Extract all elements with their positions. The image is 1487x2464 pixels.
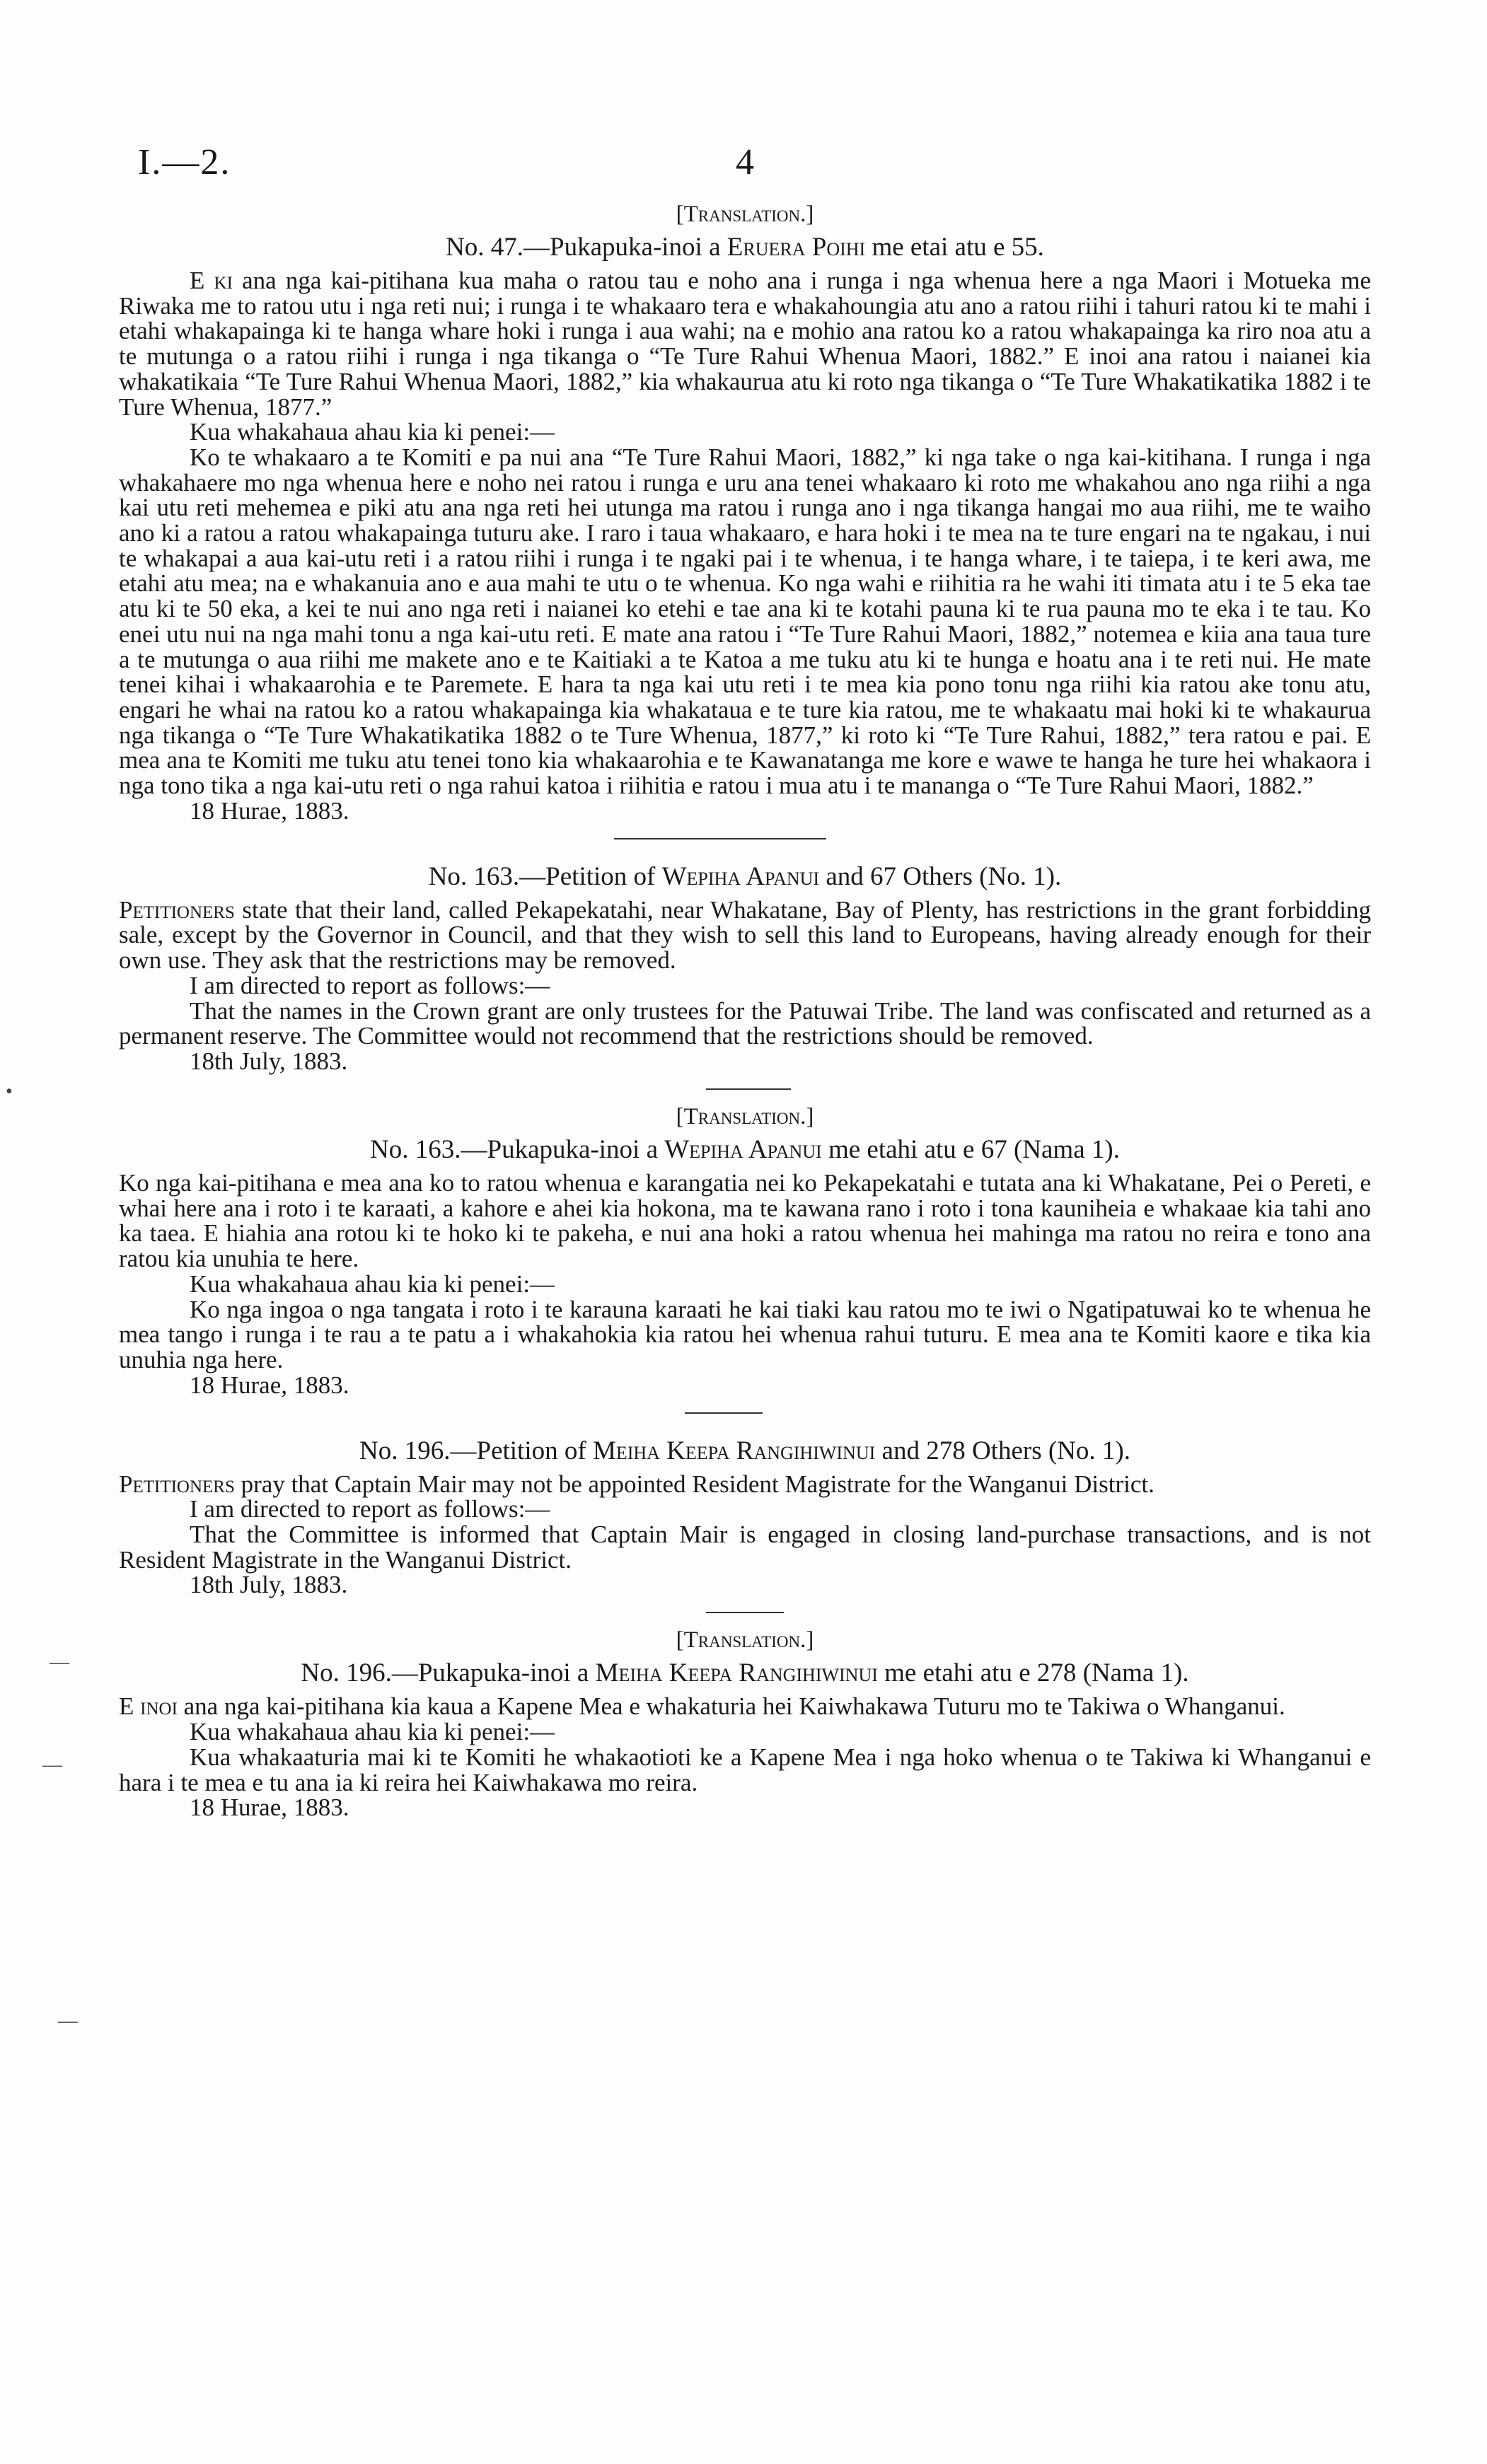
- summary-text: state that their land, called Pekapekatahi, near Whakatane, Bay of Plenty, has restrictions in the grant forbidding sale, except by the Governor in Council, and that they wish to sell this land to Europeans, having already enough for their own use. They ask that the restrictions may be removed.: [119, 895, 1371, 975]
- committee-report: That the names in the Crown grant are only trustees for the Patuwai Tribe. The land was confiscated and returned as a permanent reserve. The Committee would not recommend that the restrictions should be removed.: [119, 996, 1371, 1050]
- petition-heading: [119, 1660, 1371, 1687]
- summary-text: ana nga kai-pitihana kua maha o ratou tau e noho ana i runga i nga whenua here a nga Maori i Motueka me Riwaka me to ratou utu i nga reti nui; i runga i te whakaaro tera e whakahoungia atu ano a ratou riihi i tahuri ratou ki te mahi i etahi whakapainga ki te hanga whare hoki i runga i aua wahi; na e mohio ana ratou ko a ratou whakapainga ka riro noa atu a te mutunga o a ratou riihi i runga i nga tikanga o “Te Ture Rahui Whenua Maori, 1882.” E inoi ana ratou i naianei kia whakatikaia “Te Ture Rahui Whenua Maori, 1882,” kia whakaurua atu ki roto nga tikanga o “Te Ture Whakatikatika 1882 i te Ture Whenua, 1877.”: [119, 267, 1371, 421]
- petitioner-name: Eruera Poihi: [727, 233, 866, 262]
- heading-suffix: and 67 Others (No. 1).: [819, 861, 1062, 891]
- petition-section-163-translation: [119, 1104, 1371, 1414]
- opening-words: E inoi: [119, 1692, 178, 1721]
- margin-mark: •: [6, 1081, 13, 1103]
- opening-words: Petitioners: [119, 1470, 235, 1498]
- petition-heading: [119, 861, 1371, 891]
- margin-mark: —: [58, 2010, 78, 2032]
- parliamentary-paper-reference: I.—2.: [138, 142, 231, 182]
- petition-section-163: [119, 861, 1371, 1090]
- report-date: 18 Hurae, 1883.: [190, 1794, 349, 1822]
- petition-section-196-translation: [119, 1627, 1371, 1820]
- petition-summary: [119, 268, 1371, 419]
- directed-line: I am directed to report as follows:—: [190, 1495, 550, 1523]
- heading-prefix: No. 196.—Pukapuka-inoi a: [301, 1658, 596, 1688]
- committee-report: That the Committee is informed that Captain Mair is engaged in closing land-purchase transactions, and is not Resident Magistrate in the Wanganui District.: [119, 1521, 1371, 1574]
- petition-section-196: [119, 1438, 1371, 1614]
- petition-section-47-translation: [119, 202, 1371, 839]
- petitioner-name: Wepiha Apanui: [664, 1134, 822, 1164]
- summary-text: pray that Captain Mair may not be appointed Resident Magistrate for the Wanganui District.: [234, 1470, 1155, 1498]
- petition-summary: [119, 1472, 1371, 1497]
- committee-report: Ko te whakaaro a te Komiti e pa nui ana “Te Ture Rahui Maori, 1882,” ki nga take o nga kai-kitihana. I runga i nga whakahaere mo nga whenua here e noho nei ratou i runga e uru ana tenei whakaaro ki roto me whakahou ano nga riihi a nga kai utu reti mehemea e piki atu ana nga reti hei utunga ma ratou i runga ano i nga tikanga hangai mo aua riihi, me te waiho ano ki a ratou a ratou whakapainga tuturu ake. I raro i taua whakaaro, e hara hoki i te mea na te ture engari na te ngakau, i nui te whakapai a aua kai-utu reti i a ratou riihi i runga i te ngaki pai i te whenua, i te hanga whare, i te taiepa, i te keri awa, me etahi atu mea; na e whakanuia ano e aua mahi te utu o te whenua. Ko nga wahi e riihitia ra he wahi iti timata atu i te 5 eka tae atu ki te 50 eka, a kei te nui ano nga reti i naianei ko etehi e tae ana ki te kotahi pauna ki te rua pauna mo te eka i te tau. Ko enei utu nui na nga mahi tonu a nga kai-utu reti. E mate ana ratou i “Te Ture Rahui Maori, 1882,” notemea e kiia ana taua ture a te mutunga o aua riihi me makete ano e te Kaitiaki a te Katoa a me tuku atu ki te hunga e hoatu ana i te reti nui. He mate tenei kihai i whakaarohia e te Paremete. E hara ta nga kai utu reti i te mea kia pono tonu nga riihi kia ratou ake tonu atu, engari he whai na ratou ko a ratou whakapainga kia whakataua e te ture kia ratou, me te whakaatu mai hoki ki te whakaurua nga tikanga o “Te Ture Whakatikatika 1882 o te Ture Whenua, 1877,” ki roto ki “Te Ture Rahui, 1882,” tera ratou e pai. E mea ana te Komiti me tuku atu tenei tono kia whakaarohia e te Kawanatanga me kore e wawe te hanga he ture hei whakaora i nga tono tika a nga kai-utu reti o nga rahui katoa i riihitia e ratou i mua atu i te mananga o “Te Ture Rahui Maori, 1882.”: [119, 443, 1371, 800]
- page-content: [119, 202, 1371, 1820]
- summary-text: ana nga kai-pitihana kia kaua a Kapene Mea e whakaturia hei Kaiwhakawa Tuturu mo te Takiwa o Whanganui.: [177, 1692, 1285, 1721]
- petition-summary: [119, 897, 1371, 973]
- petition-summary: [119, 1694, 1371, 1719]
- translation-label: [Translation.]: [676, 202, 814, 227]
- directed-line: Kua whakahaua ahau kia ki penei:—: [190, 1269, 555, 1298]
- report-date: 18 Hurae, 1883.: [190, 1371, 349, 1399]
- report-date: 18th July, 1883.: [190, 1571, 348, 1599]
- directed-line: Kua whakahaua ahau kia ki penei:—: [190, 418, 555, 446]
- report-date: 18th July, 1883.: [190, 1047, 348, 1075]
- margin-mark: —: [42, 1754, 62, 1776]
- opening-words: E ki: [190, 267, 233, 294]
- heading-suffix: me etahi atu e 278 (Nama 1).: [877, 1658, 1189, 1688]
- section-divider: [685, 1412, 763, 1414]
- report-date: 18 Hurae, 1883.: [190, 796, 349, 825]
- heading-prefix: No. 163.—Pukapuka-inoi a: [370, 1134, 665, 1164]
- committee-report: Kua whakaaturia mai ki te Komiti he whakaotioti ke a Kapene Mea i nga hoko whenua o te Takiwa ki Whanganui e hara i te mea e tu ana ia ki reira hei Kaiwhakawa mo reira.: [119, 1743, 1371, 1796]
- petitioner-name: Meiha Keepa Rangihiwinui: [592, 1436, 876, 1465]
- margin-mark: —: [50, 1651, 69, 1673]
- heading-suffix: me etai atu e 55.: [865, 233, 1044, 262]
- petition-heading: [119, 1134, 1371, 1164]
- section-divider: [614, 838, 826, 839]
- heading-suffix: and 278 Others (No. 1).: [875, 1436, 1130, 1465]
- page-number: 4: [736, 142, 754, 182]
- petition-heading: [119, 1438, 1371, 1465]
- heading-prefix: No. 163.—Petition of: [428, 861, 662, 891]
- heading-prefix: No. 196.—Petition of: [359, 1436, 593, 1465]
- committee-report: Ko nga ingoa o nga tangata i roto i te karauna karaati he kai tiaki kau ratou mo te iwi o Ngatipatuwai ko te whenua he mea tango i runga i te rau a te patu a i whakahokia kia ratou hei whenua rahui tuturu. E mea ana te Komiti kaore e tika kia unuhia nga here.: [119, 1295, 1371, 1373]
- petitioner-name: Wepiha Apanui: [661, 861, 820, 891]
- summary-text: Ko nga kai-pitihana e mea ana ko to ratou whenua e karangatia nei ko Pekapekatahi e tutata ana ki Whakatane, Pei o Pereti, e whai here ana i roto i te karaati, a kahore e ahei kia hokona, ma te kawana rano i roto i tona kauniheia e whakaae kia tahi ano ka taea. E hiahia ana rotou ki te hoko ki te pakeha, e nui ana hoki a ratou whenua hei mahinga ma ratou no reira e tono ana ratou kia unuhia te here.: [119, 1168, 1371, 1273]
- section-divider: [706, 1088, 791, 1090]
- petitioner-name: Meiha Keepa Rangihiwinui: [595, 1658, 878, 1688]
- petition-summary: [119, 1170, 1371, 1272]
- translation-label: [Translation.]: [676, 1627, 814, 1654]
- opening-words: Petitioners: [119, 895, 235, 924]
- section-divider: [706, 1612, 784, 1613]
- directed-line: I am directed to report as follows:—: [190, 971, 550, 999]
- petition-heading: [119, 234, 1371, 261]
- heading-suffix: me etahi atu e 67 (Nama 1).: [821, 1134, 1120, 1164]
- translation-label: [Translation.]: [676, 1103, 814, 1129]
- directed-line: Kua whakahaua ahau kia ki penei:—: [190, 1718, 555, 1746]
- heading-prefix: No. 47.—Pukapuka-inoi a: [446, 233, 727, 262]
